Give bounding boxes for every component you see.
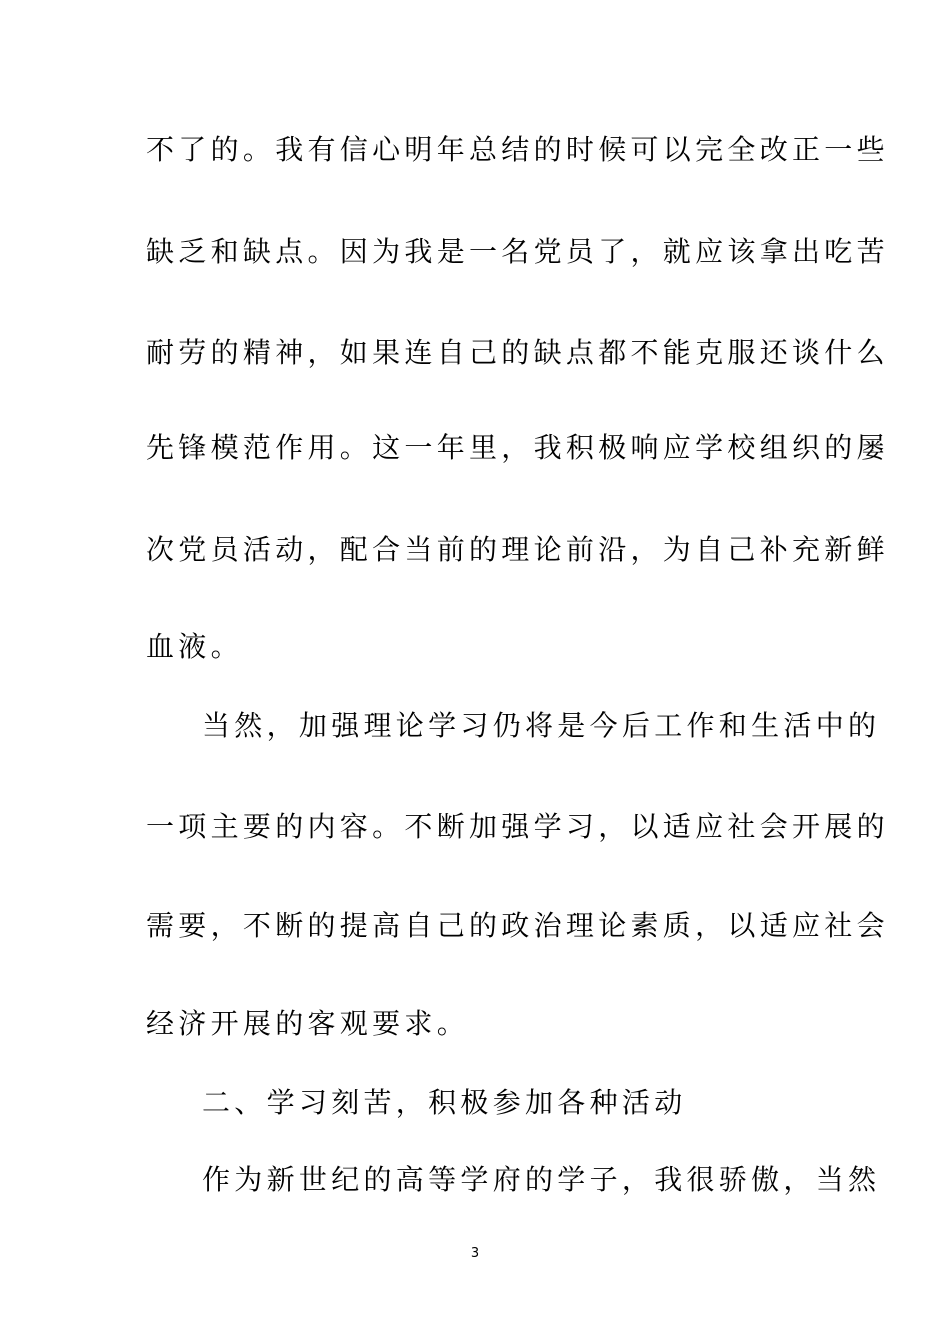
paragraph-line: 次党员活动，配合当前的理论前沿，为自己补充新鲜 (146, 533, 889, 566)
paragraph-line: 当然，加强理论学习仍将是今后工作和生活中的 (202, 709, 881, 742)
paragraph-line: 耐劳的精神，如果连自己的缺点都不能克服还谈什么 (146, 336, 889, 369)
paragraph-line: 血液。 (146, 630, 243, 663)
paragraph-line: 经济开展的客观要求。 (146, 1007, 470, 1040)
paragraph-line: 需要，不断的提高自己的政治理论素质，以适应社会 (146, 909, 889, 942)
paragraph-line: 先锋模范作用。这一年里，我积极响应学校组织的屡 (146, 431, 889, 464)
paragraph-line: 一项主要的内容。不断加强学习，以适应社会开展的 (146, 810, 889, 843)
paragraph-line: 不了的。我有信心明年总结的时候可以完全改正一些 (146, 133, 889, 166)
paragraph-line: 缺乏和缺点。因为我是一名党员了，就应该拿出吃苦 (146, 235, 889, 268)
paragraph-line: 作为新世纪的高等学府的学子，我很骄傲，当然 (202, 1163, 881, 1196)
section-heading: 二、学习刻苦，积极参加各种活动 (202, 1086, 687, 1119)
page-number: 3 (470, 1246, 480, 1261)
